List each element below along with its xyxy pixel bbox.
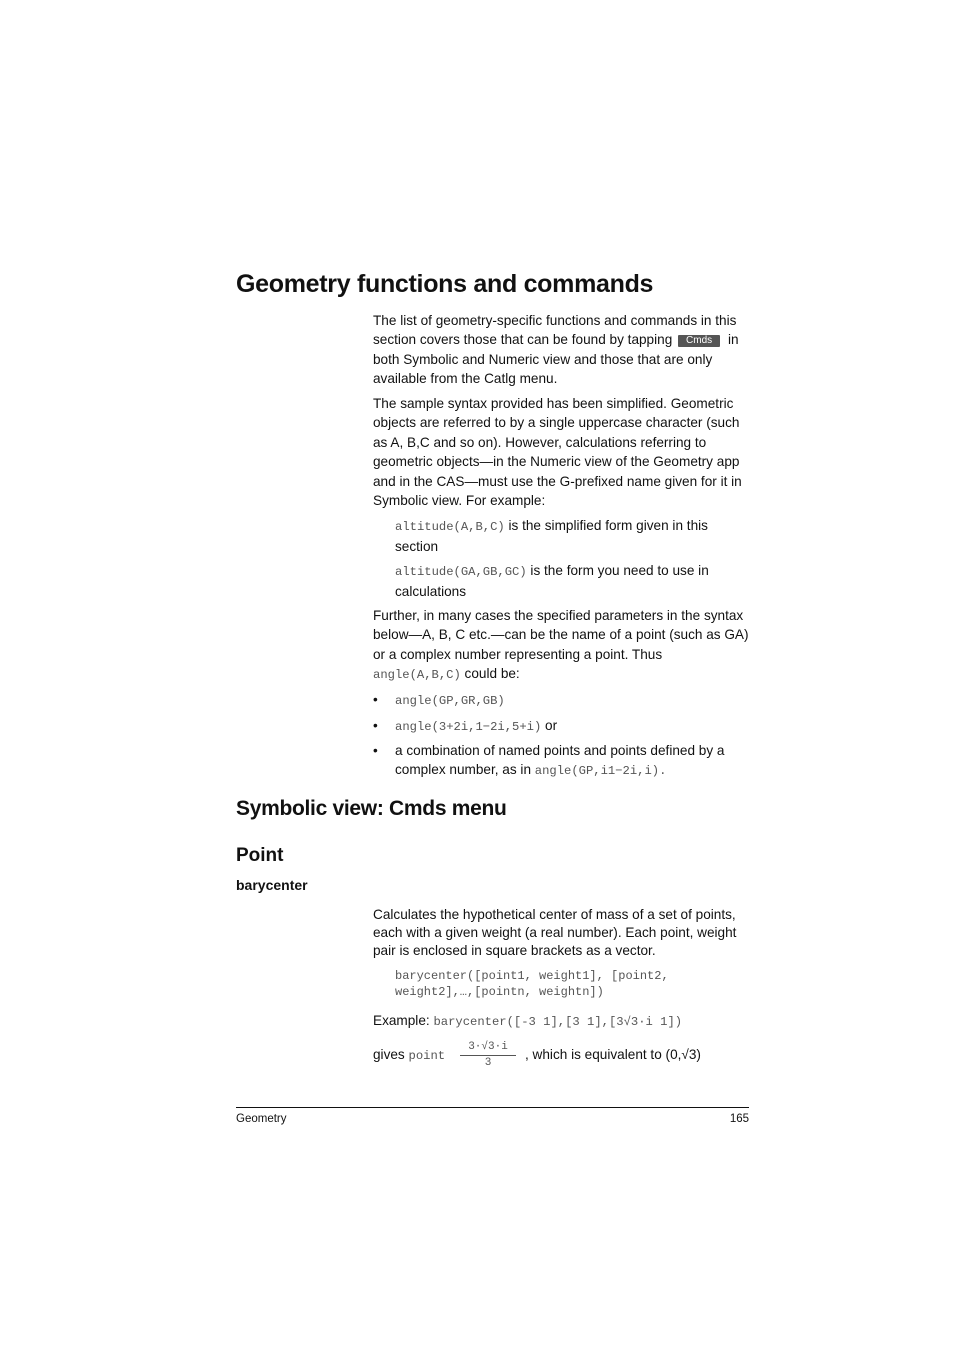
footer-divider: [236, 1107, 749, 1108]
bullet-item-1: [395, 690, 751, 711]
equivalent-text: , which is equivalent to (0,√3): [525, 1047, 701, 1062]
page-number: 165: [729, 1113, 749, 1125]
example-1: [395, 516, 751, 557]
bullet-marker: •: [373, 692, 378, 707]
syntax-line-1: barycenter([point1, weight1], [point2,: [395, 969, 669, 983]
syntax-block: [395, 968, 751, 1000]
bullet-item-2: [395, 716, 751, 737]
example-line: [373, 1011, 751, 1032]
example-code: barycenter([-3 1],[3 1],[3√3·i 1]): [433, 1015, 683, 1029]
function-name: barycenter: [236, 877, 308, 893]
intro-text-b: in both Symbolic and Numeric view and those that are only available from the Catlg menu.: [373, 332, 739, 387]
page-title: Geometry functions and commands: [236, 270, 654, 298]
further-text: Further, in many cases the specified parameters in the syntax below—A, B, C etc.—can be the name of a point (such as GA) or a complex number representing a point. Thus: [373, 608, 749, 662]
bullet-marker: •: [373, 743, 378, 758]
intro-paragraph-1: [373, 311, 751, 389]
bullet-item-3: [395, 741, 751, 782]
gives-code: point: [408, 1049, 446, 1063]
bullet-2-tail: or: [541, 718, 558, 733]
section-heading: Symbolic view: Cmds menu: [236, 797, 507, 820]
fraction: [460, 1041, 516, 1070]
subsection-heading: Point: [236, 845, 284, 866]
fraction-denominator: 3: [484, 1057, 492, 1069]
bullet-marker: •: [373, 718, 378, 733]
further-tail: could be:: [460, 666, 520, 682]
intro-text-2: The sample syntax provided has been simplified. Geometric objects are referred to by a single uppercase character (such as A, B,C and so on). However, calculations referring to geometric objects—in the Numeric view of the Geometry app and in the CAS—must use the G-prefixed name given for it in Symbolic view. For example:: [373, 396, 742, 509]
example-2-text: is the form you need to use in calculations: [395, 563, 709, 600]
further-code: angle(A,B,C): [373, 668, 461, 683]
example-2-code: altitude(GA,GB,GC): [395, 565, 527, 579]
fraction-numerator: 3·√3·i: [460, 1041, 516, 1056]
bullet-3-text: a combination of named points and points defined by a complex number, as in: [395, 743, 725, 778]
intro-text-a: The list of geometry-specific functions and commands in this section covers those that can be found by tapping: [373, 313, 737, 348]
example-2: [395, 561, 751, 602]
example-1-code: altitude(A,B,C): [395, 520, 505, 534]
footer-chapter: Geometry: [236, 1113, 287, 1125]
example-1-text: is the simplified form given in this section: [395, 518, 708, 555]
gives-label: gives: [373, 1047, 409, 1062]
bullet-2-code: angle(3+2i,1−2i,5+i): [395, 720, 542, 734]
description-text: Calculates the hypothetical center of mass of a set of points, each with a given weight (a real number). Each point, weight pair is enclosed in square brackets as a vector.: [373, 907, 737, 958]
further-paragraph: [373, 606, 751, 686]
cmds-button: Cmds: [678, 335, 720, 347]
function-description: [373, 906, 751, 960]
syntax-line-2: weight2],…,[pointn, weightn]): [395, 985, 604, 999]
example-label: Example:: [373, 1013, 434, 1028]
intro-paragraph-2: [373, 394, 751, 510]
bullet-3-code: angle(GP,i1−2i,i).: [534, 764, 667, 779]
bullet-1-code: angle(GP,GR,GB): [395, 694, 505, 708]
